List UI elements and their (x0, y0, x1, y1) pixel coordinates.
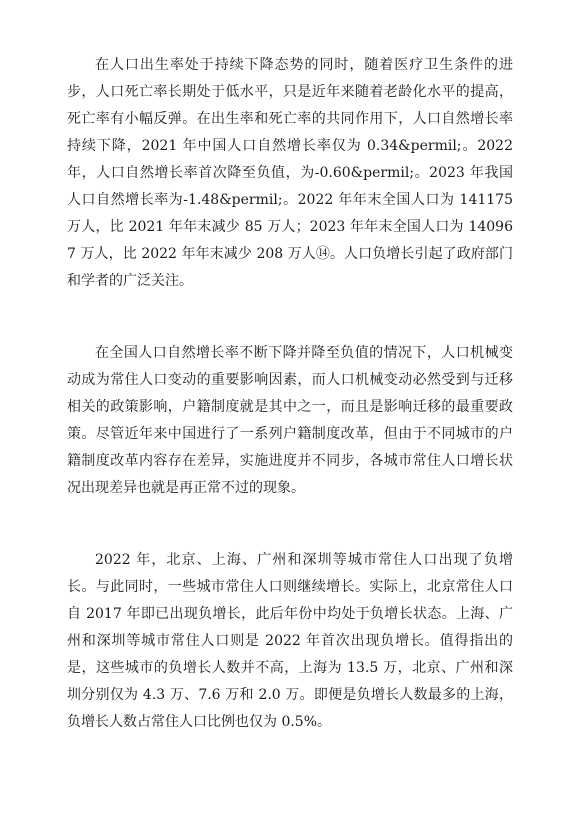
paragraph-mechanical-change: 在全国人口自然增长率不断下降并降至负值的情况下，人口机械变动成为常住人口变动的重要影响因素，而人口机械变动必然受到与迁移相关的政策影响，户籍制度就是其中之一，而且是影响迁移的最重要政策。尽管近年来中国进行了一系列户籍制度改革，但由于不同城市的户籍制度改革内容存在差异，实施进度并不同步，各城市常住人口增长状况出现差异也就是再正常不过的现象。 (67, 345, 513, 496)
paragraph-natural-growth: 在人口出生率处于持续下降态势的同时，随着医疗卫生条件的进步，人口死亡率长期处于低水平，只是近年来随着老龄化水平的提高，死亡率有小幅反弹。在出生率和死亡率的共同作用下，人口自然增长率持续下降，2021 年中国人口自然增长率仅为 0.34&permil;。2022 年，人口自然增长率首次降至负值，为-0.60&permil;。2023 年我国人口自然增长率为-1.48&permil;。2022 年年末全国人口为 141175 万人，比 2021 年年末减少 85 万人；2023 年年末全国人口为 140967 万人，比 2022 年年末减少 208 万人⑭。人口负增长引起了政府部门和学者的广泛关注。 (67, 57, 513, 289)
paragraph-city-population: 2022 年，北京、上海、广州和深圳等城市常住人口出现了负增长。与此同时，一些城市常住人口则继续增长。实际上，北京常住人口自 2017 年即已出现负增长，此后年份中均处于负增长状态。上海、广州和深圳等城市常住人口则是 2022 年首次出现负增长。值得指出的是，这些城市的负增长人数并不高，上海为 13.5 万，北京、广州和深圳分别仅为 4.3 万、7.6 万和 2.0 万。即便是负增长人数最多的上海，负增长人数占常住人口比例也仅为 0.5%。 (67, 552, 513, 730)
document-page (67, 52, 513, 736)
